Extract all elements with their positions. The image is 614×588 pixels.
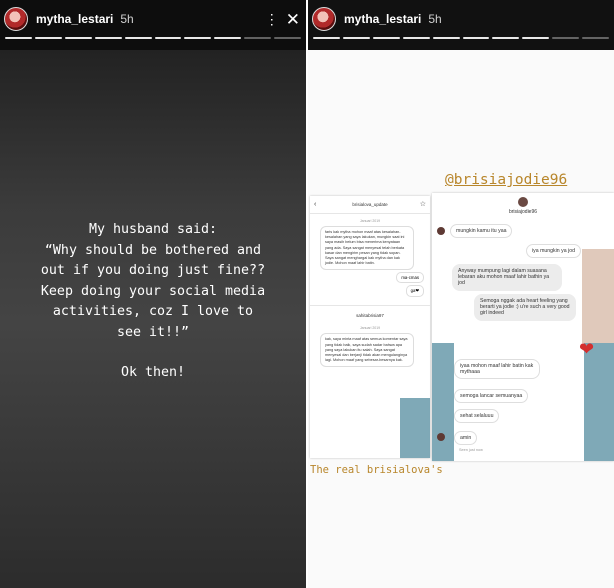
chat-header [310, 196, 430, 214]
progress-segment [343, 37, 370, 39]
chat-bubble-out: Semoga nggak ada heart feeling yang berarti ya jodie :) u're such a very good girl indeed [474, 294, 576, 321]
progress-segment [125, 37, 152, 39]
story-line: My husband said: [88, 222, 218, 237]
chat-bubble: sehat selaluuu [454, 409, 499, 423]
progress-segment [433, 37, 460, 39]
chat-bubble: amin [454, 431, 477, 445]
story-caption: The real brisialova's [310, 464, 443, 476]
avatar [437, 227, 445, 235]
progress-segment [373, 37, 400, 39]
progress-segment [522, 37, 549, 39]
chat-bubble-out: iya mungkin ya jod [526, 244, 581, 258]
story-header [4, 5, 300, 33]
story-progress-bar [313, 37, 609, 39]
progress-segment [35, 37, 62, 39]
story-right[interactable] [308, 0, 614, 588]
chat-screenshot-b [432, 193, 614, 461]
story-line: Ok then! [120, 365, 186, 380]
back-icon: ‹ [314, 201, 317, 208]
chat-date: Januari 2019 [359, 326, 381, 331]
chat-bubble-out: Anyway mumpung lagi dalam suasana lebaran aku mohon maaf lahir bathin ya jod [452, 264, 562, 291]
post-time: 5h [120, 12, 134, 26]
progress-segment [95, 37, 122, 39]
avatar[interactable] [312, 7, 336, 31]
chat-bubble: kak, saya minta maaf atas semua komentar saya yang tidak baik, saya sudah sadar bahwa apa yang saya lakukan itu salah. Saya sangat menyesal dan berjanji tidak akan mengulanginya lagi. Mohon maaf yang sebesar-besarnya kak. [320, 333, 414, 367]
chat-date: Januari 2019 [359, 219, 381, 223]
progress-segment [463, 37, 490, 39]
chat-title: brisialova_update [352, 202, 388, 207]
close-icon[interactable]: ✕ [285, 9, 300, 29]
chat-bubble-out: ga❤ [406, 285, 424, 297]
chat-bubble: iyaa mohon maaf lahir batin kak mythaaa [454, 359, 540, 379]
progress-segment [214, 37, 241, 39]
story-line: out if you doing just fine?? [40, 263, 266, 278]
avatar[interactable] [4, 7, 28, 31]
avatar [518, 197, 528, 207]
story-line: activities, coz I love to [52, 304, 254, 319]
story-line: see it!!” [116, 324, 190, 340]
story-line: Keep doing your social media [40, 283, 266, 299]
progress-segment [274, 37, 301, 39]
progress-segment [552, 37, 579, 39]
heart-reaction-icon: ❤ [579, 339, 595, 359]
chat-bubble: mungkin kamu itu yaa [450, 224, 512, 238]
chat-header [432, 193, 614, 215]
chat-title: brisiajodie96 [508, 209, 538, 215]
seen-status: Seen just now [459, 448, 483, 452]
progress-segment [403, 37, 430, 39]
progress-segment [65, 37, 92, 39]
avatar [437, 433, 445, 441]
story-line: “Why should be bothered and [44, 242, 262, 258]
teal-block [400, 398, 430, 458]
more-icon[interactable]: ⋮ [264, 11, 280, 27]
story-header [312, 5, 608, 33]
progress-segment [492, 37, 519, 39]
progress-segment [582, 37, 609, 39]
story-left[interactable] [0, 0, 306, 588]
progress-segment [5, 37, 32, 39]
progress-segment [155, 37, 182, 39]
chat-subtitle: sahitabrisia97 [356, 313, 384, 319]
progress-segment [184, 37, 211, 39]
post-time: 5h [428, 12, 442, 26]
chat-bubble-out: ma-cmas [396, 272, 424, 283]
story-progress-bar [5, 37, 301, 39]
divider [310, 305, 430, 306]
chat-bubble: semoga lancar semuanyaa [454, 389, 528, 403]
progress-segment [244, 37, 271, 39]
mention-sticker[interactable]: @brisiajodie96 [445, 172, 568, 188]
info-icon: ☆ [419, 201, 426, 208]
chat-bubble: faris kak mytha mohon maaf atas kesalahan-kesalahan yang saya lakukan, mungkin saat ini saya masih belum bisa menerima kenyataan yang ada. Saya sangat menyesal telah berkata kasar dan mengirim pesan yang tidak sopan. Saya sangat menghargai kak mytha dan kak jodie. Mohon maaf lahir batin. [320, 226, 414, 270]
story-text [0, 220, 306, 384]
progress-segment [313, 37, 340, 39]
username[interactable]: mytha_lestari [344, 12, 422, 26]
username[interactable]: mytha_lestari [36, 12, 114, 26]
